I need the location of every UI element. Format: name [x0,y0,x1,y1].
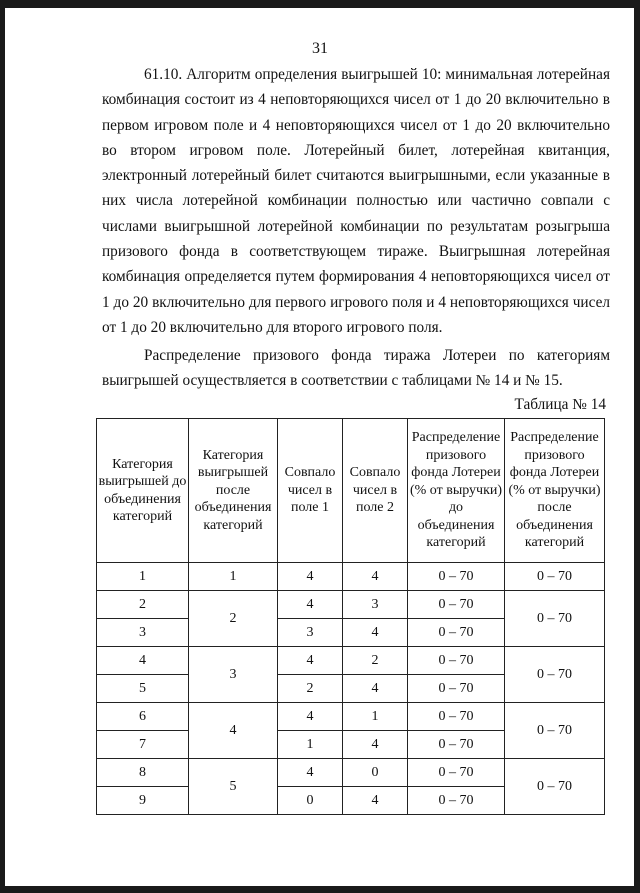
cell-distribution-after: 0 – 70 [505,563,605,591]
page-number: 31 [312,40,328,57]
table-row [97,647,605,675]
scan-border-bottom [0,886,640,893]
cell-category-before: 7 [97,731,189,759]
scan-border-left [0,0,5,893]
cell-distribution-after: 0 – 70 [505,591,605,647]
cell-category-after: 5 [189,759,278,815]
cell-distribution-after: 0 – 70 [505,759,605,815]
cell-distribution-before: 0 – 70 [408,675,505,703]
cell-field-1: 0 [278,787,343,815]
table-header-row [97,419,605,563]
cell-distribution-before: 0 – 70 [408,787,505,815]
cell-field-2: 4 [343,563,408,591]
cell-category-before: 6 [97,703,189,731]
cell-category-after: 3 [189,647,278,703]
header-category-before: Категория выигрышей до объединения категорий [97,419,189,563]
cell-field-1: 4 [278,591,343,619]
table-row [97,591,605,619]
header-distribution-after: Распределение призового фонда Лотереи (% от выручки) после объединения категорий [505,419,605,563]
cell-category-before: 5 [97,675,189,703]
cell-field-2: 4 [343,787,408,815]
cell-distribution-after: 0 – 70 [505,647,605,703]
cell-category-after: 2 [189,591,278,647]
cell-distribution-before: 0 – 70 [408,647,505,675]
cell-field-1: 4 [278,647,343,675]
cell-field-1: 4 [278,703,343,731]
cell-field-1: 3 [278,619,343,647]
paragraph-distribution: Распределение призового фонда тиража Лотереи по категориям выигрышей осуществляется в соответствии с таблицами № 14 и № 15. [102,347,610,390]
cell-field-1: 4 [278,759,343,787]
cell-field-2: 4 [343,619,408,647]
cell-field-1: 1 [278,731,343,759]
table-row [97,703,605,731]
scan-border-top [0,0,640,8]
cell-field-1: 2 [278,675,343,703]
table-row [97,759,605,787]
cell-field-2: 4 [343,731,408,759]
header-category-after: Категория выигрышей после объединения категорий [189,419,278,563]
cell-field-2: 4 [343,675,408,703]
header-matches-field-2: Совпало чисел в поле 2 [343,419,408,563]
cell-distribution-before: 0 – 70 [408,703,505,731]
cell-category-before: 1 [97,563,189,591]
cell-field-2: 1 [343,703,408,731]
cell-distribution-before: 0 – 70 [408,731,505,759]
prize-distribution-table [96,418,605,815]
cell-category-after: 1 [189,563,278,591]
cell-category-after: 4 [189,703,278,759]
cell-category-before: 8 [97,759,189,787]
cell-category-before: 4 [97,647,189,675]
cell-distribution-before: 0 – 70 [408,563,505,591]
scan-border-right [634,0,640,893]
header-matches-field-1: Совпало чисел в поле 1 [278,419,343,563]
cell-field-2: 3 [343,591,408,619]
cell-category-before: 2 [97,591,189,619]
cell-category-before: 3 [97,619,189,647]
paragraph-algorithm: 61.10. Алгоритм определения выигрышей 10: минимальная лотерейная комбинация состоит из 4 неповторяющихся чисел от 1 до 20 включительно в первом игровом поле и 4 неповторяющихся чисел от 1 до 20 включительно во втором игровом поле. Лотерейный билет, лотерейная квитанция, электронный лотерейный билет считаются выигрышными, если указанные в них числа лотерейной комбинации полностью или частично совпали с числами выигрышной лотерейной комбинации по результатам розыгрыша призового фонда в соответствующем тираже. Выигрышная лотерейная комбинация определяется путем формирования 4 неповторяющихся чисел от 1 до 20 включительно для первого игрового поля и 4 неповторяющихся чисел от 1 до 20 включительно для второго игрового поля. [102,66,610,336]
cell-distribution-before: 0 – 70 [408,619,505,647]
cell-field-1: 4 [278,563,343,591]
table-caption: Таблица № 14 [514,396,606,413]
cell-category-before: 9 [97,787,189,815]
cell-distribution-before: 0 – 70 [408,591,505,619]
cell-field-2: 0 [343,759,408,787]
header-distribution-before: Распределение призового фонда Лотереи (% от выручки) до объединения категорий [408,419,505,563]
cell-field-2: 2 [343,647,408,675]
table-row [97,563,605,591]
cell-distribution-before: 0 – 70 [408,759,505,787]
cell-distribution-after: 0 – 70 [505,703,605,759]
